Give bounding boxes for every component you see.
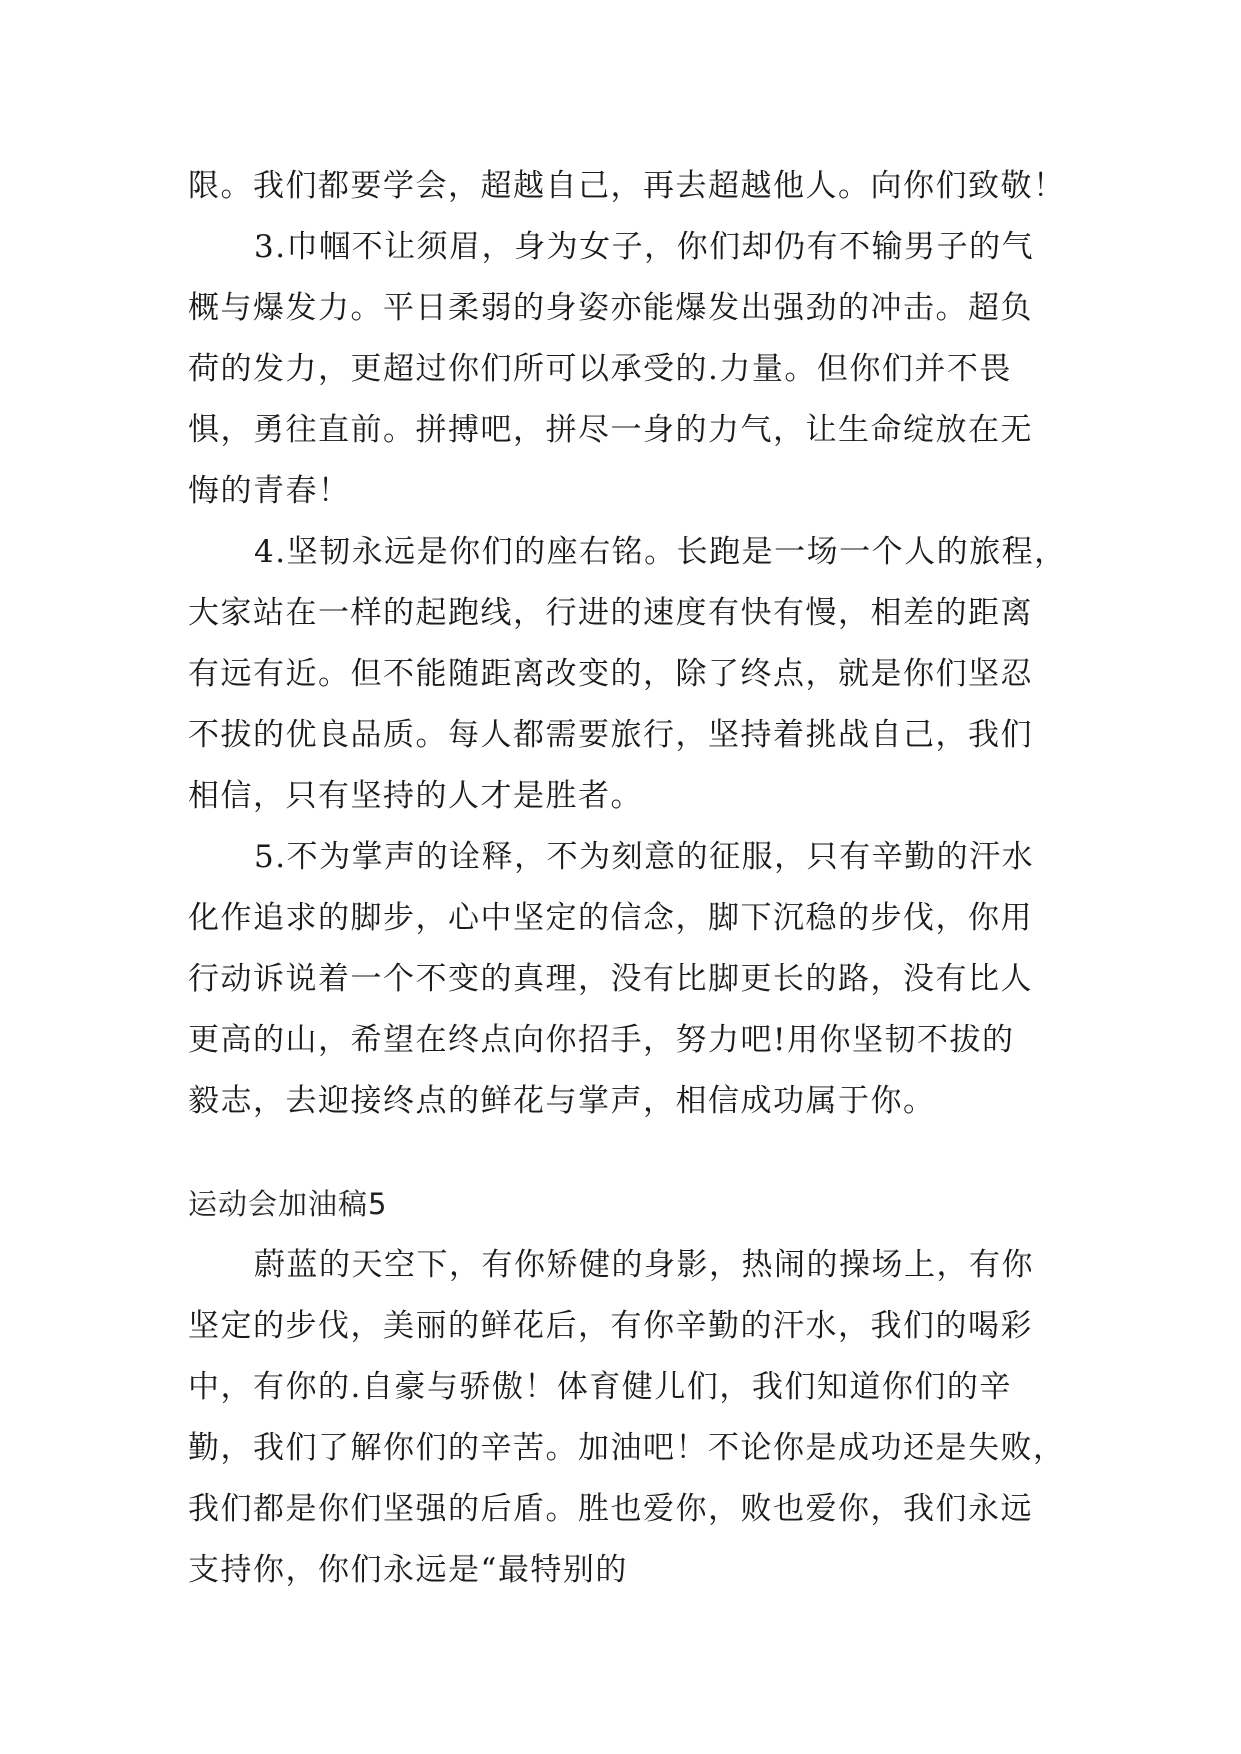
paragraph-line: 坚定的步伐，美丽的鲜花后，有你辛勤的汗水，我们的喝彩: [188, 1308, 1033, 1344]
paragraph-line: 5.不为掌声的诠释，不为刻意的征服，只有辛勤的汗水: [254, 839, 1035, 875]
paragraph-3: [188, 217, 1050, 522]
paragraph-5: [188, 827, 1050, 1132]
paragraph-line: 4.坚韧永远是你们的座右铭。长跑是一场一个人的旅程，: [254, 534, 1067, 570]
paragraph-line: 大家站在一样的起跑线，行进的速度有快有慢，相差的距离: [188, 595, 1033, 631]
paragraph-line: 支持你，你们永远是“最特别的: [188, 1552, 628, 1588]
paragraph-line: 相信，只有坚持的人才是胜者。: [188, 778, 643, 814]
paragraph-line: 中，有你的.自豪与骄傲！体育健儿们，我们知道你们的辛: [188, 1369, 1012, 1405]
paragraph-line: 我们都是你们坚强的后盾。胜也爱你，败也爱你，我们永远: [188, 1491, 1033, 1527]
paragraph-continued: [188, 156, 1066, 217]
paragraph-line: 荷的发力，更超过你们所可以承受的.力量。但你们并不畏: [188, 351, 1012, 387]
section-heading: 运动会加油稿5: [188, 1187, 388, 1221]
paragraph-4: [188, 522, 1067, 827]
paragraph-section-5: [188, 1235, 1066, 1601]
paragraph-line: 化作追求的脚步，心中坚定的信念，脚下沉稳的步伐，你用: [188, 900, 1033, 936]
document-body: [188, 156, 1067, 1601]
paragraph-line: 限。我们都要学会，超越自己，再去超越他人。向你们致敬！: [188, 168, 1066, 204]
paragraph-line: 蔚蓝的天空下，有你矫健的身影，热闹的操场上，有你: [254, 1247, 1034, 1283]
paragraph-line: 3.巾帼不让须眉，身为女子，你们却仍有不输男子的气: [254, 229, 1035, 265]
paragraph-line: 概与爆发力。平日柔弱的身姿亦能爆发出强劲的冲击。超负: [188, 290, 1033, 326]
paragraph-line: 不拔的优良品质。每人都需要旅行，坚持着挑战自己，我们: [188, 717, 1033, 753]
paragraph-line: 勤，我们了解你们的辛苦。加油吧！不论你是成功还是失败，: [188, 1430, 1066, 1466]
paragraph-line: 行动诉说着一个不变的真理，没有比脚更长的路，没有比人: [188, 961, 1033, 997]
paragraph-line: 更高的山，希望在终点向你招手，努力吧!用你坚韧不拔的: [188, 1022, 1015, 1058]
paragraph-line: 有远有近。但不能随距离改变的，除了终点，就是你们坚忍: [188, 656, 1033, 692]
paragraph-line: 悔的青春！: [188, 473, 351, 509]
paragraph-line: 毅志，去迎接终点的鲜花与掌声，相信成功属于你。: [188, 1083, 936, 1119]
paragraph-line: 惧，勇往直前。拼搏吧，拼尽一身的力气，让生命绽放在无: [188, 412, 1033, 448]
